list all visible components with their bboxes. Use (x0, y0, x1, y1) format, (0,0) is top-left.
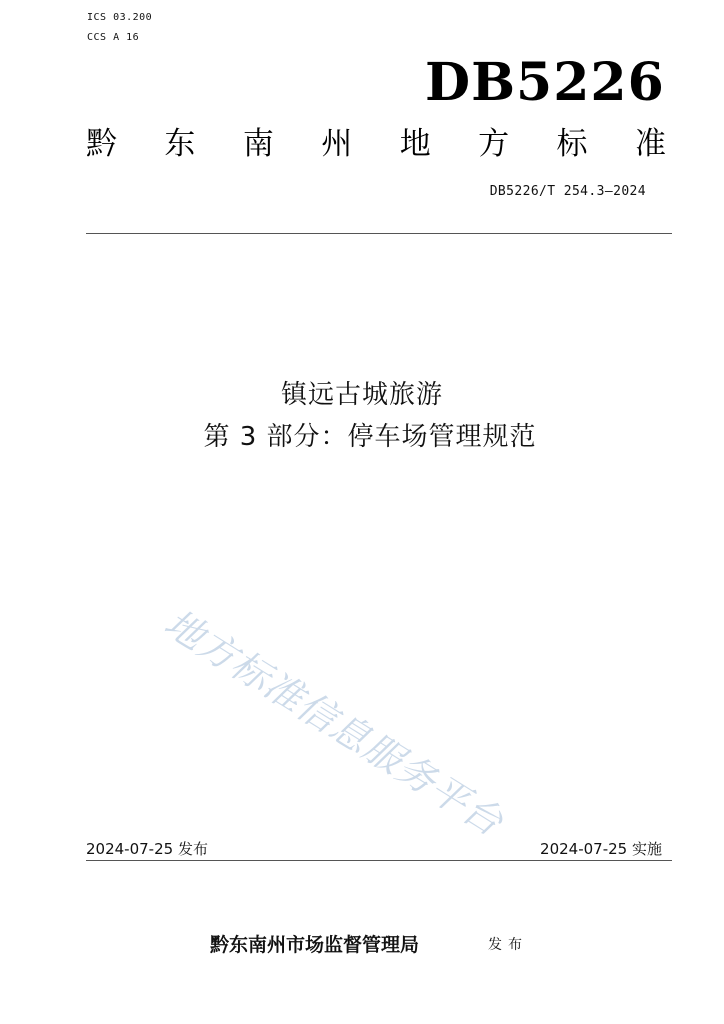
document-number: DB5226/T 254.3—2024 (489, 184, 646, 199)
ccs-code: CCS A 16 (87, 32, 140, 43)
ics-code: ICS 03.200 (87, 12, 153, 23)
org-char: 方 (478, 126, 510, 162)
watermark: 地方标准信息服务平台 (156, 600, 511, 845)
org-char: 准 (634, 126, 666, 162)
standard-logo: DB5226 (425, 52, 665, 113)
org-char: 东 (164, 126, 196, 162)
issue-label: 发布 (488, 937, 528, 953)
org-char: 南 (242, 126, 274, 162)
publish-date: 2024-07-25 发布 (86, 840, 208, 858)
org-char: 地 (399, 126, 431, 162)
implement-date: 2024-07-25 实施 (540, 840, 662, 858)
footer-divider (86, 860, 672, 861)
header-divider (86, 233, 672, 234)
document-title-line1: 镇远古城旅游 (280, 380, 443, 410)
org-char: 标 (556, 126, 588, 162)
document-title-line2: 第 3 部分：停车场管理规范 (203, 422, 537, 452)
org-char: 黔 (86, 126, 117, 162)
org-char: 州 (321, 126, 353, 162)
issuing-authority: 黔东南州市场监督管理局 (210, 934, 420, 956)
organization-title (86, 118, 666, 163)
